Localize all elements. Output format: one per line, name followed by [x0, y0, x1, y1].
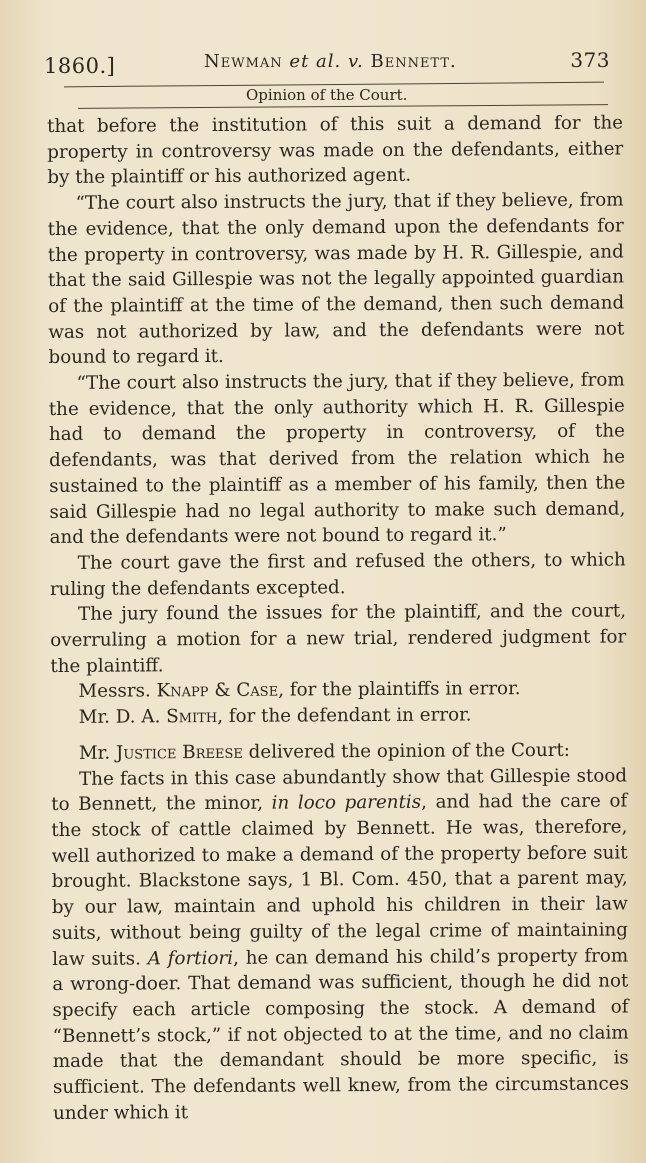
page-number: 373	[570, 48, 610, 72]
running-head	[0, 0, 646, 110]
counsel-role: , for the plaintiffs in error.	[278, 678, 521, 702]
subheading: Opinion of the Court.	[246, 86, 408, 104]
justice-prefix: Mr.	[78, 742, 111, 764]
opinion-paragraph	[51, 763, 629, 1126]
year-label: 1860.]	[44, 54, 116, 78]
counsel-defendant	[51, 702, 627, 731]
counsel-prefix: Messrs.	[78, 680, 151, 703]
et-al: et al.	[289, 51, 342, 72]
party-two: Bennett.	[370, 51, 457, 72]
counsel-role: , for the defendant in error.	[217, 704, 472, 728]
case-title	[204, 51, 457, 72]
opinion-text-c: , he can demand his child’s property from a wrong-doer. That demand was sufficient, though he did not specify each article composing the stock. A demand of “Bennett’s stock,” if not objected to at the time, and no claim made that the demandant should be more specific, is sufficient. The defendants well knew, from the circumstances under which it	[52, 944, 630, 1124]
paragraph-continued: that before the institution of this suit a demand for the property in controversy was made on the defendants, either by the plaintiff or his authorized agent.	[47, 112, 624, 189]
counsel-names: Smith	[166, 706, 218, 728]
latin-phrase: in loco parentis	[271, 792, 422, 814]
counsel-names: Knapp & Case	[156, 680, 279, 702]
opinion-text-a: The facts in this case abundantly show that Gillespie stood to Bennett, the minor,	[51, 765, 628, 816]
paragraph-ruling: The court gave the first and refused the others, to which ruling the defendants excepted.	[49, 549, 626, 600]
party-one: Newman	[204, 51, 283, 72]
opinion-intro	[51, 737, 627, 766]
subheading-rule	[78, 104, 608, 109]
counsel-prefix: Mr. D. A.	[78, 706, 161, 728]
counsel-plaintiffs	[50, 676, 626, 705]
paragraph-instruction-3: “The court also instructs the jury, that if they believe, from the evidence, that the only authority which H. R. Gillespie had to demand the property in controversy, of the defendants, was that derived from the relation which he sustained to the plaintiff as a member of his family, then the said Gillespie had no legal authority to make such demand, and the defendants were not bound to regard it.”	[48, 369, 626, 549]
latin-phrase: A fortiori	[147, 947, 234, 969]
paragraph-verdict: The jury found the issues for the plaintiff, and the court, overruling a motion for a new trial, rendered judgment for the plaintiff.	[50, 600, 627, 677]
versus: v.	[347, 51, 364, 72]
opinion-intro-text: delivered the opinion of the Court:	[242, 739, 570, 763]
paragraph-instruction-2: “The court also instructs the jury, that if they believe, from the evidence, that the only demand upon the defendants for the property in controversy, was made by H. R. Gillespie, and that the said Gillespie was not the legally appointed guardian of the plaintiff at the time of the demand, then such demand was not authorized by law, and the defendants were not bound to regard it.	[47, 189, 625, 369]
opinion-text-b: , and had the care of the stock of cattle claimed by Bennett. He was, therefore, well authorized to make a demand of the property before suit brought. Blackstone says, 1 Bl. Com. 450, that a parent may, by our law, maintain and uphold his children in their law suits, without being guilty of the legal crime of maintaining law suits.	[51, 790, 629, 970]
justice-name: Justice Breese	[115, 741, 243, 764]
body-text	[47, 110, 629, 1126]
